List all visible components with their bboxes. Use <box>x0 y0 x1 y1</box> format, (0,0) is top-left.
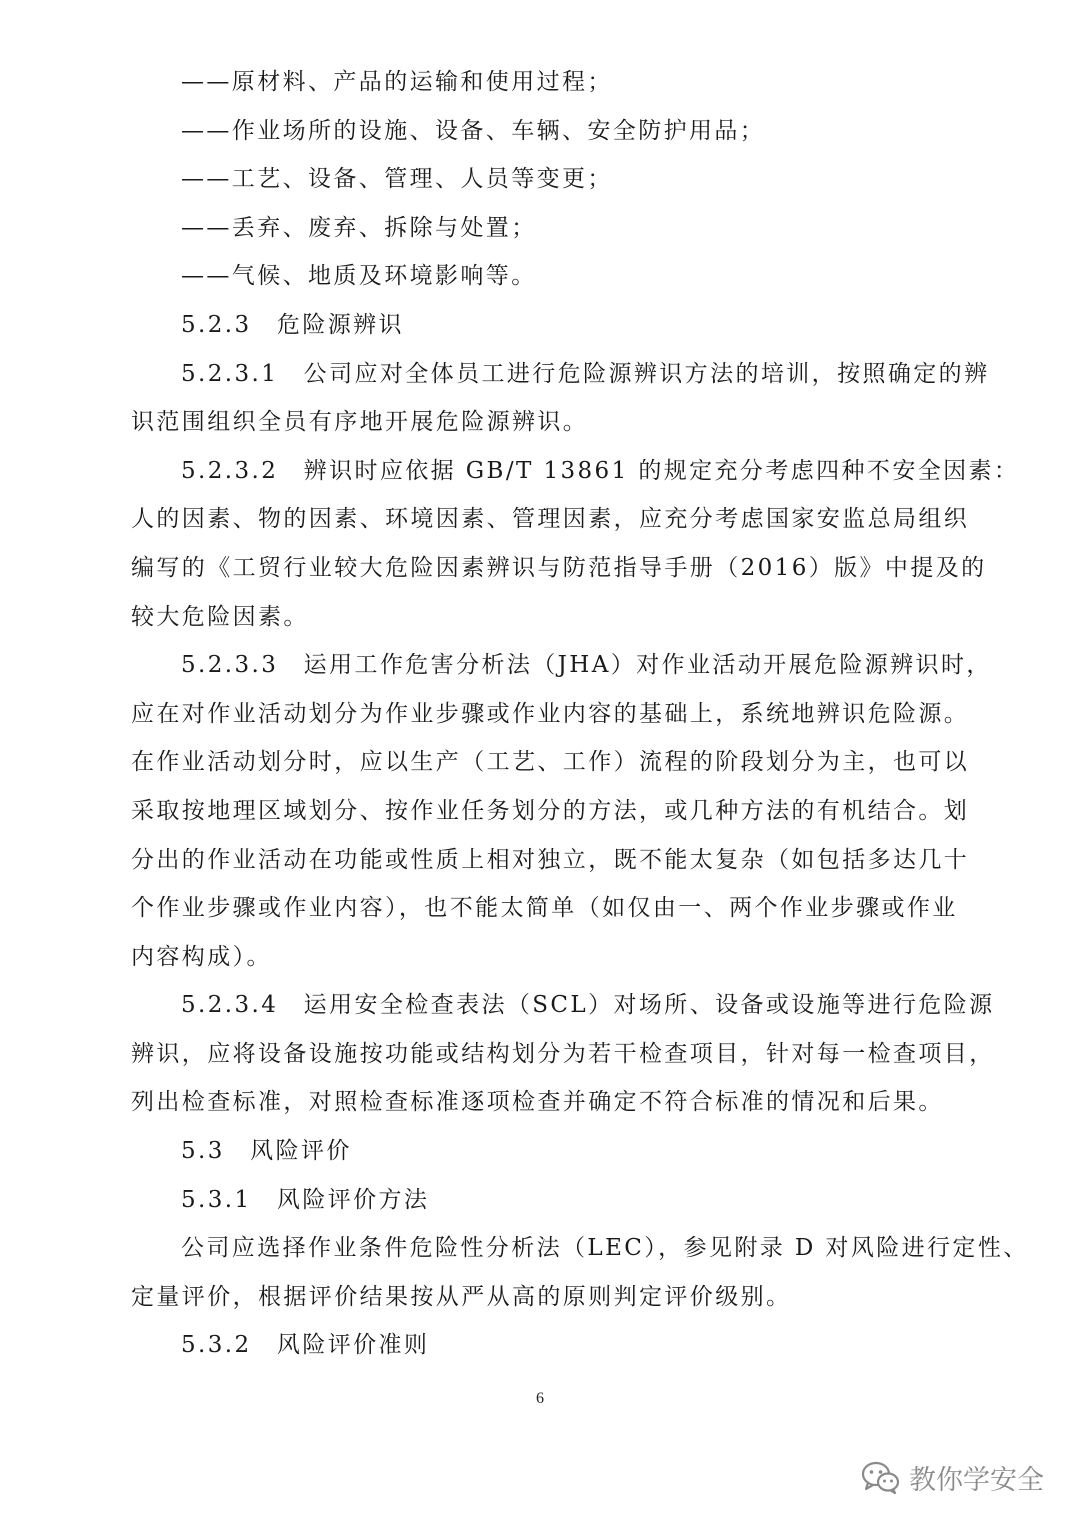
paragraph-5-2-3-4-line-1: 5.2.3.4 运用安全检查表法（SCL）对场所、设备或设施等进行危险源 <box>181 992 995 1019</box>
paragraph-5-2-3-3-line-6: 个作业步骤或作业内容），也不能太简单（如仅由一、两个作业步骤或作业 <box>131 895 958 922</box>
paragraph-5-2-3-3-line-1: 5.2.3.3 运用工作危害分析法（JHA）对作业活动开展危险源辨识时， <box>181 652 992 679</box>
wechat-icon <box>861 1461 901 1495</box>
paragraph-5-2-3-4-line-2: 辨识，应将设备设施按功能或结构划分为若干检查项目，针对每一检查项目， <box>131 1040 995 1067</box>
paragraph-5-2-3-3-line-7: 内容构成）。 <box>131 943 272 970</box>
watermark-text: 教你学安全 <box>909 1465 1044 1496</box>
paragraph-5-2-3-1-line-2: 识范围组织全员有序地开展危险源辨识。 <box>131 409 589 436</box>
paragraph-5-2-3-3-line-4: 采取按地理区域划分、按作业任务划分的方法，或几种方法的有机结合。划 <box>131 797 970 824</box>
list-item-environment: ——气候、地质及环境影响等。 <box>181 263 537 290</box>
section-heading-5-2-3: 5.2.3 危险源辨识 <box>181 311 404 338</box>
watermark <box>861 1458 1044 1497</box>
paragraph-5-2-3-3-line-2: 应在对作业活动划分为作业步骤或作业内容的基础上，系统地辨识危险源。 <box>131 700 970 727</box>
section-heading-5-3-2: 5.3.2 风险评价准则 <box>181 1332 430 1359</box>
paragraph-5-2-3-2-line-1: 5.2.3.2 辨识时应依据 GB/T 13861 的规定充分考虑四种不安全因素： <box>181 457 1020 484</box>
paragraph-5-3-1-line-1: 公司应选择作业条件危险性分析法（LEC），参见附录 D 对风险进行定性、 <box>181 1235 1029 1262</box>
page-number: 6 <box>536 1390 544 1407</box>
paragraph-5-2-3-2-line-3: 编写的《工贸行业较大危险因素辨识与防范指导手册（2016）版》中提及的 <box>131 554 987 581</box>
list-item-disposal: ——丢弃、废弃、拆除与处置； <box>181 214 537 241</box>
paragraph-5-2-3-2-line-4: 较大危险因素。 <box>131 603 309 630</box>
paragraph-5-2-3-2-line-2: 人的因素、物的因素、环境因素、管理因素，应充分考虑国家安监总局组织 <box>131 506 970 533</box>
paragraph-5-2-3-4-line-3: 列出检查标准，对照检查标准逐项检查并确定不符合标准的情况和后果。 <box>131 1089 944 1116</box>
paragraph-5-3-1-line-2: 定量评价，根据评价结果按从严从高的原则判定评价级别。 <box>131 1283 792 1310</box>
paragraph-5-2-3-3-line-3: 在作业活动划分时，应以生产（工艺、工作）流程的阶段划分为主，也可以 <box>131 749 970 776</box>
list-item-changes: ——工艺、设备、管理、人员等变更； <box>181 166 613 193</box>
section-heading-5-3-1: 5.3.1 风险评价方法 <box>181 1186 430 1213</box>
list-item-facilities: ——作业场所的设施、设备、车辆、安全防护用品； <box>181 117 766 144</box>
section-heading-5-3: 5.3 风险评价 <box>181 1138 352 1165</box>
paragraph-5-2-3-1-line-1: 5.2.3.1 公司应对全体员工进行危险源辨识方法的培训，按照确定的辨 <box>181 360 990 387</box>
list-item-raw-materials: ——原材料、产品的运输和使用过程； <box>181 69 613 95</box>
paragraph-5-2-3-3-line-5: 分出的作业活动在功能或性质上相对独立，既不能太复杂（如包括多达几十 <box>131 846 970 873</box>
document-body <box>131 58 1029 1370</box>
